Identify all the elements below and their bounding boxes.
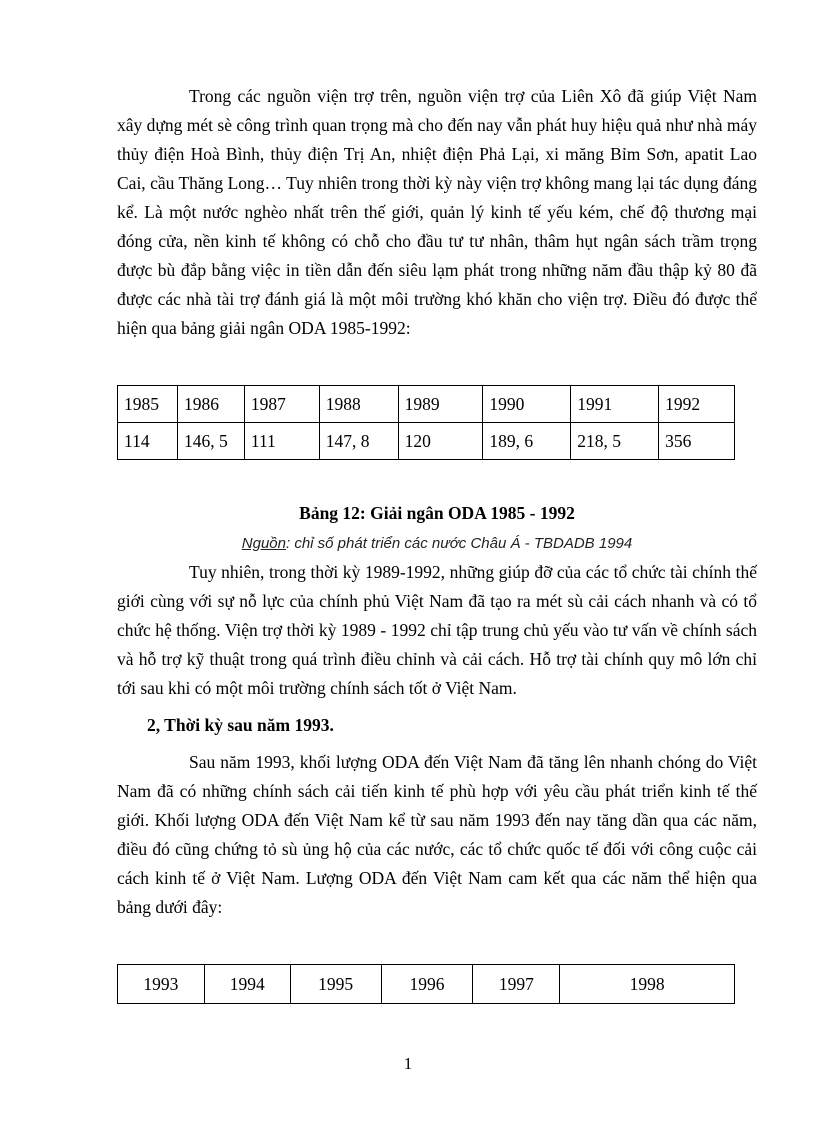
- oda-disbursement-table: [117, 385, 735, 460]
- table-cell: 1993: [118, 965, 205, 1004]
- table-cell: 120: [398, 423, 483, 460]
- table-cell: 1988: [319, 386, 398, 423]
- table-source: [117, 532, 757, 556]
- page-number: 1: [403, 1054, 413, 1073]
- table-cell: 1991: [571, 386, 659, 423]
- table-row-years: [118, 965, 735, 1004]
- table-cell: 1997: [473, 965, 560, 1004]
- paragraph-after-1993: Sau năm 1993, khối lượng ODA đến Việt Nam đã tăng lên nhanh chóng do Việt Nam đã có những chính sách cải tiến kinh tế phù hợp với yêu cầu phát triển kinh tế thế giới. Khối lượng ODA đến Việt Nam kể từ sau năm 1993 đến nay tăng dần qua các năm, điều đó cũng chứng tỏ sù ủng hộ của các nước, các tổ chức quốc tế đối với công cuộc cải cách kinh tế ở Việt Nam. Lượng ODA đến Việt Nam cam kết qua các năm thể hiện qua bảng dưới đây:: [117, 752, 757, 917]
- table-row-years: [118, 386, 735, 423]
- section-heading: 2, Thời kỳ sau năm 1993.: [147, 715, 334, 735]
- document-page: [117, 82, 757, 1004]
- source-text: : chỉ số phát triển các nước Châu Á - TBDADB 1994: [285, 535, 633, 552]
- table-cell: 114: [118, 423, 178, 460]
- table-cell: 1990: [483, 386, 571, 423]
- paragraph-reform-period: Tuy nhiên, trong thời kỳ 1989-1992, những giúp đỡ của các tổ chức tài chính thế giới cùng với sự nỗ lực của chính phủ Việt Nam đã tạo ra mét sù cải cách nhanh và có tổ chức hệ thống. Viện trợ thời kỳ 1989 - 1992 chỉ tập trung chủ yếu vào tư vấn về chính sách và hỗ trợ kỹ thuật trong quá trình điều chỉnh và cải cách. Hỗ trợ tài chính quy mô lớn chỉ tới sau khi có một môi trường chính sách tốt ở Việt Nam.: [117, 562, 757, 698]
- paragraph-soviet-aid: Trong các nguồn viện trợ trên, nguồn viện trợ của Liên Xô đã giúp Việt Nam xây dựng mét sè công trình quan trọng mà cho đến nay vẫn phát huy hiệu quả như nhà máy thủy điện Hoà Bình, thủy điện Trị An, nhiệt điện Phả Lại, xi măng Bỉm Sơn, apatit Lao Cai, cầu Thăng Long… Tuy nhiên trong thời kỳ này viện trợ không mang lại tác dụng đáng kể. Là một nước nghèo nhất trên thế giới, quản lý kinh tế yếu kém, chế độ thương mại đóng cửa, nền kinh tế không có chỗ cho đầu tư tư nhân, thâm hụt ngân sách trầm trọng được bù đắp bằng việc in tiền dẫn đến siêu lạm phát trong những năm đầu thập kỷ 80 đã được các nhà tài trợ đánh giá là một môi trường khó khăn cho viện trợ. Điều đó được thể hiện qua bảng giải ngân ODA 1985-1992:: [117, 86, 757, 338]
- table-caption: Bảng 12: Giải ngân ODA 1985 - 1992: [299, 503, 575, 523]
- table-cell: 356: [659, 423, 735, 460]
- table-cell: 111: [244, 423, 319, 460]
- table-cell: 1996: [381, 965, 473, 1004]
- table-cell: 147, 8: [319, 423, 398, 460]
- table-cell: 218, 5: [571, 423, 659, 460]
- table-cell: 189, 6: [483, 423, 571, 460]
- oda-commitment-table: [117, 964, 735, 1004]
- table-cell: 1998: [560, 965, 735, 1004]
- table-cell: 1987: [244, 386, 319, 423]
- table-cell: 1986: [177, 386, 244, 423]
- table-cell: 146, 5: [177, 423, 244, 460]
- table-row-values: [118, 423, 735, 460]
- table-cell: 1989: [398, 386, 483, 423]
- table-cell: 1985: [118, 386, 178, 423]
- table-cell: 1992: [659, 386, 735, 423]
- table-cell: 1994: [204, 965, 290, 1004]
- source-label: Nguồn: [241, 535, 286, 552]
- table-cell: 1995: [290, 965, 381, 1004]
